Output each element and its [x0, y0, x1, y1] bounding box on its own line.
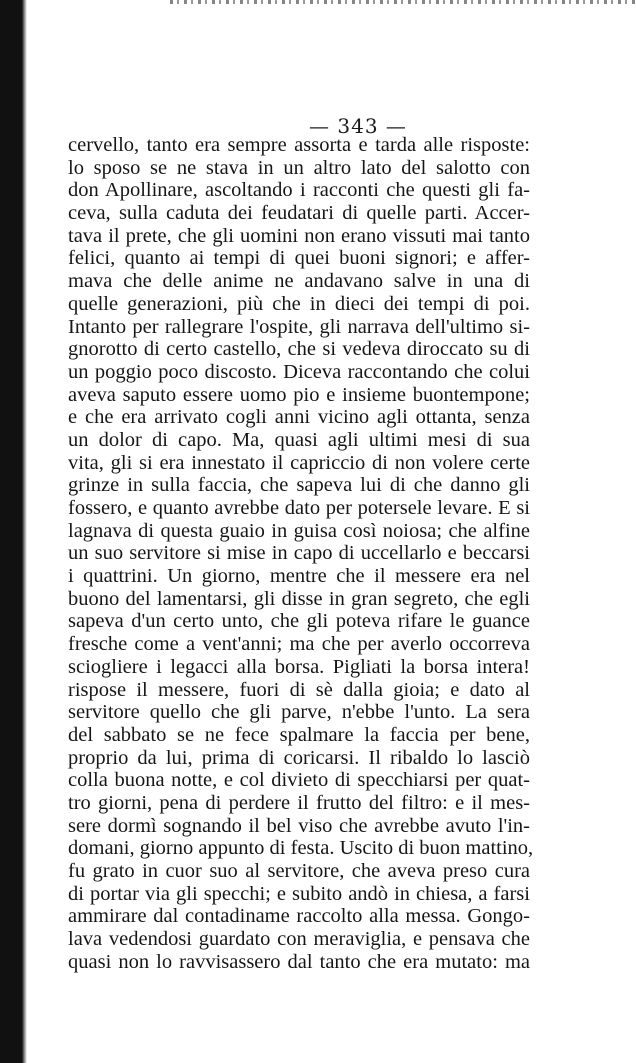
- text-line: ceva, sulla caduta dei feudatari di quelle parti. Accer-: [68, 202, 530, 225]
- text-line: lagnava di questa guaio in guisa così noiosa; che alfine: [68, 519, 530, 542]
- text-line: sere dormì sognando il bel viso che avrebbe avuto l'in-: [68, 814, 530, 837]
- text-line: i quattrini. Un giorno, mentre che il messere era nel: [68, 565, 530, 588]
- text-line: un suo servitore si mise in capo di uccellarlo e beccarsi: [68, 542, 530, 565]
- text-line: fu grato in cuor suo al servitore, che aveva preso cura: [68, 860, 530, 882]
- text-line: don Apollinare, ascoltando i racconti che questi gli fa-: [68, 179, 530, 202]
- text-line: colla buona notte, e col divieto di specchiarsi per quat-: [68, 769, 530, 792]
- text-line: proprio da lui, prima di coricarsi. Il ribaldo lo lasciò: [68, 746, 530, 769]
- text-line: cervello, tanto era sempre assorta e tarda alle risposte:: [68, 134, 530, 156]
- text-line: un dolor di capo. Ma, quasi agli ultimi mesi di sua: [68, 428, 530, 451]
- text-line: fossero, e quanto avrebbe dato per potersele levare. E si: [68, 497, 530, 519]
- text-line: e che era arrivato cogli anni vicino agli ottanta, senza: [68, 406, 530, 429]
- text-line: lava vedendosi guardato con meraviglia, e pensava che: [68, 928, 530, 951]
- text-line: rispose il messere, fuori di sè dalla gioia; e dato al: [68, 678, 530, 701]
- text-line: servitore quello che gli parve, n'ebbe l'unto. La sera: [68, 701, 530, 724]
- text-line: felici, quanto ai tempi di quei buoni signori; e affer-: [68, 247, 530, 270]
- text-line: di portar via gli specchi; e subito andò in chiesa, a farsi: [68, 882, 530, 905]
- page-number: — 343 —: [309, 114, 407, 138]
- text-line: aveva saputo essere uomo pio e insieme buontempone;: [68, 383, 530, 406]
- text-line: Intanto per rallegrare l'ospite, gli narrava dell'ultimo si-: [68, 315, 530, 338]
- text-line: del sabbato se ne fece spalmare la faccia per bene,: [68, 723, 530, 746]
- scan-top-edge: [170, 0, 636, 4]
- text-line: quelle generazioni, più che in dieci dei tempi di poi.: [68, 292, 530, 315]
- text-line: quasi non lo ravvisassero dal tanto che era mutato: ma: [68, 950, 530, 973]
- text-line: tro giorni, pena di perdere il frutto del filtro: e il mes-: [68, 791, 530, 814]
- text-line: ammirare dal contadiname raccolto alla messa. Gongo-: [68, 905, 530, 928]
- text-line: mava che delle anime ne andavano salve in una di: [68, 270, 530, 293]
- text-line: sapeva d'un certo unto, che gli poteva rifare le guance: [68, 610, 530, 633]
- text-line: un poggio poco discosto. Diceva raccontando che colui: [68, 360, 530, 383]
- text-line: sciogliere i legacci alla borsa. Pigliati la borsa intera!: [68, 655, 530, 678]
- text-line: domani, giorno appunto di festa. Uscito di buon mattino,: [68, 837, 534, 860]
- text-line: fresche come a vent'anni; ma che per averlo occorreva: [68, 633, 530, 656]
- scan-binding-shadow: [0, 0, 27, 1063]
- text-line: grinze in sulla faccia, che sapeva lui di che danno gli: [68, 474, 530, 497]
- text-line: gnorotto di certo castello, che si vedeva diroccato su di: [68, 338, 530, 361]
- text-line: lo sposo se ne stava in un altro lato del salotto con: [68, 156, 530, 179]
- text-line: vita, gli si era innestato il capriccio di non volere certe: [68, 451, 530, 474]
- text-line: tava il prete, che gli uomini non erano vissuti mai tanto: [68, 224, 530, 247]
- text-line: buono del lamentarsi, gli disse in gran segreto, che egli: [68, 587, 530, 610]
- body-text: [68, 134, 534, 973]
